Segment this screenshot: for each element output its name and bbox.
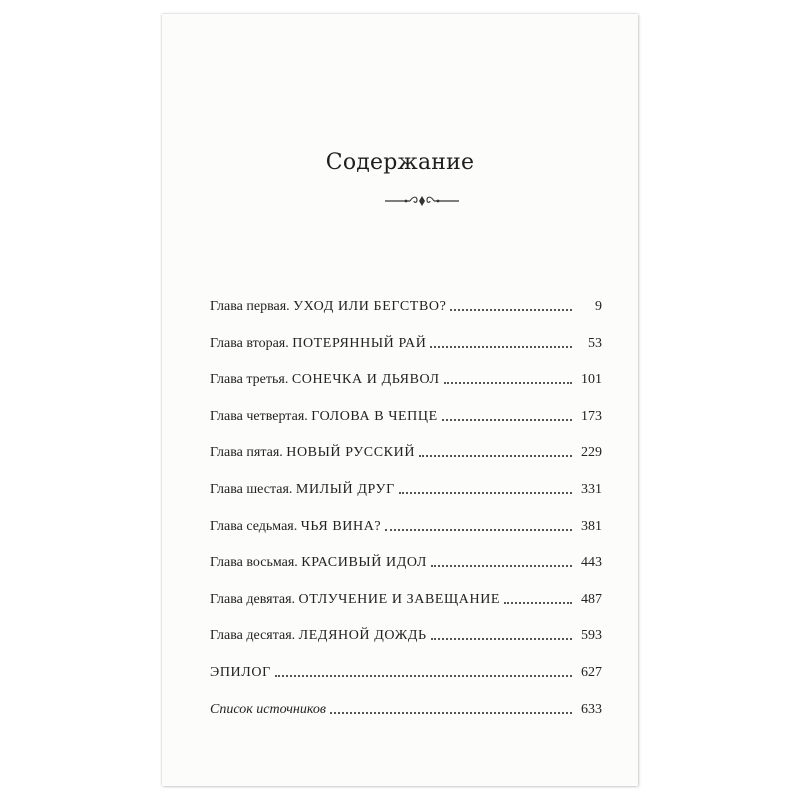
toc-entry	[210, 701, 602, 738]
toc-entry-title	[210, 664, 271, 682]
chapter-name: КРАСИВЫЙ ИДОЛ	[301, 555, 427, 571]
page-number: 381	[581, 518, 602, 534]
chapter-label: Глава четвертая.	[210, 408, 308, 424]
chapter-label: Глава вторая.	[210, 335, 289, 351]
toc-entry-title	[210, 444, 415, 462]
page-title: Содержание	[325, 150, 475, 175]
dot-leader	[442, 408, 572, 421]
toc-entry-title	[210, 701, 326, 719]
toc-entry	[210, 408, 602, 445]
chapter-label: Глава девятая.	[210, 591, 296, 607]
chapter-name: СОНЕЧКА И ДЬЯВОЛ	[291, 372, 440, 388]
chapter-label: Глава пятая.	[210, 445, 283, 461]
dot-leader	[275, 664, 572, 677]
toc-entry	[210, 371, 602, 408]
toc-entry-title	[210, 518, 381, 536]
toc-entry	[210, 518, 602, 555]
toc-entry-title	[210, 554, 427, 572]
toc-entry	[210, 627, 602, 664]
dot-leader	[504, 591, 572, 604]
toc-entry-title	[210, 591, 500, 609]
flourish-divider-icon	[384, 194, 460, 208]
dot-leader	[431, 554, 572, 567]
toc-entry	[210, 335, 602, 372]
toc-entry-title	[210, 298, 446, 316]
chapter-label: Глава седьмая.	[210, 518, 298, 534]
page-number: 633	[581, 701, 602, 717]
toc-entry-title	[210, 627, 427, 645]
page-number: 331	[581, 481, 602, 497]
page-number: 9	[595, 299, 602, 314]
dot-leader	[431, 627, 572, 640]
page-number: 229	[581, 445, 602, 461]
dot-leader	[385, 518, 572, 531]
toc-entry-title	[210, 335, 426, 353]
toc-entry	[210, 481, 602, 518]
dot-leader	[430, 335, 572, 348]
chapter-name: Список источников	[210, 701, 326, 717]
page-number: 101	[581, 372, 602, 388]
dot-leader	[399, 481, 572, 494]
book-page	[162, 14, 638, 786]
page-number: 593	[581, 628, 602, 644]
page-number: 487	[581, 591, 602, 607]
dot-leader	[444, 371, 572, 384]
chapter-name: МИЛЫЙ ДРУГ	[295, 481, 395, 497]
toc-entry	[210, 554, 602, 591]
page-number: 443	[581, 555, 602, 571]
dot-leader	[330, 701, 572, 714]
chapter-name: ЭПИЛОГ	[210, 664, 271, 680]
table-of-contents	[210, 298, 602, 737]
chapter-label: Глава восьмая.	[210, 555, 298, 571]
page-number: 627	[581, 664, 602, 680]
dot-leader	[450, 298, 572, 311]
toc-entry	[210, 298, 602, 335]
page-number: 53	[588, 335, 602, 351]
toc-entry	[210, 664, 602, 701]
chapter-label: Глава шестая.	[210, 481, 293, 497]
toc-entry	[210, 444, 602, 481]
dot-leader	[419, 444, 572, 457]
chapter-label: Глава третья.	[210, 372, 289, 388]
page-number: 173	[581, 408, 602, 424]
toc-entry-title	[210, 371, 440, 389]
toc-entry-title	[210, 408, 438, 426]
chapter-name: ГОЛОВА В ЧЕПЦЕ	[311, 408, 438, 424]
toc-entry	[210, 591, 602, 628]
chapter-name: УХОД ИЛИ БЕГСТВО?	[293, 299, 447, 314]
toc-entry-title	[210, 481, 395, 499]
chapter-name: ПОТЕРЯННЫЙ РАЙ	[292, 335, 427, 351]
chapter-name: НОВЫЙ РУССКИЙ	[286, 445, 416, 461]
chapter-name: ОТЛУЧЕНИЕ И ЗАВЕЩАНИЕ	[298, 591, 501, 607]
chapter-name: ЧЬЯ ВИНА?	[300, 518, 382, 534]
chapter-label: Глава десятая.	[210, 628, 296, 644]
chapter-label: Глава первая.	[210, 299, 290, 314]
chapter-name: ЛЕДЯНОЙ ДОЖДЬ	[298, 628, 427, 644]
